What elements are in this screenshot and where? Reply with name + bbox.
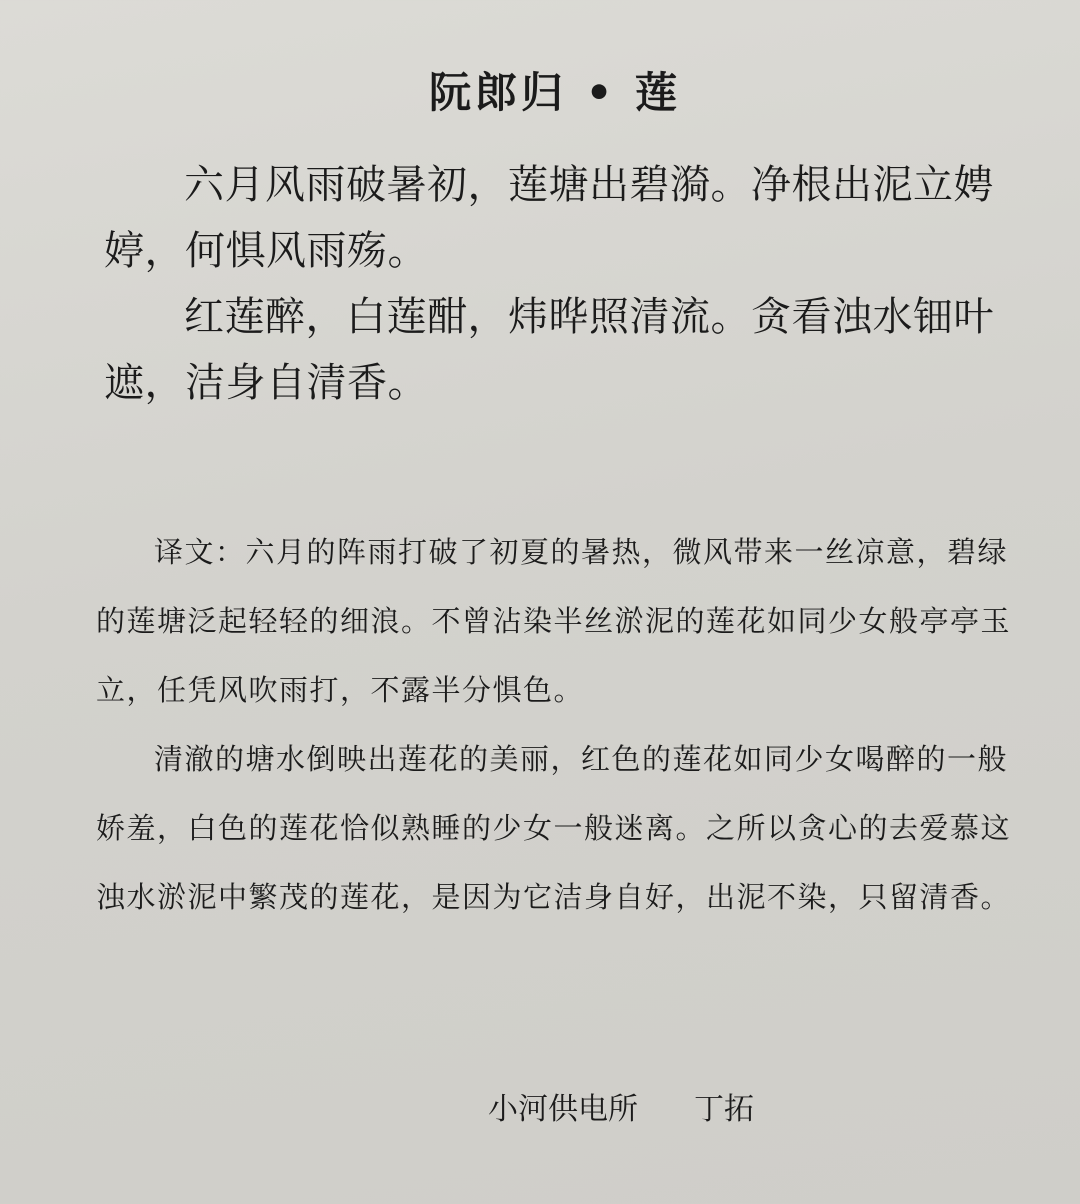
translation-paragraph-2: 清澈的塘水倒映出莲花的美丽，红色的莲花如同少女喝醉的一般娇羞，白色的莲花恰似熟睡的少女一般迷离。之所以贪心的去爱慕这浊水淤泥中繁茂的莲花，是因为它洁身自好，出泥不染，只留清香。 xyxy=(96,742,1012,914)
signature-author: 丁拓 xyxy=(694,1092,754,1127)
poem-stanza-2: 红莲醉，白莲酣，炜晔照清流。贪看浊水钿叶遮，洁身自清香。 xyxy=(104,294,994,406)
poem-body xyxy=(104,152,1004,416)
poem-stanza-1: 六月风雨破暑初，莲塘出碧漪。净根出泥立娉婷，何惧风雨殇。 xyxy=(104,162,994,274)
translation-paragraph-1: 译文：六月的阵雨打破了初夏的暑热，微风带来一丝凉意，碧绿的莲塘泛起轻轻的细浪。不曾沾染半丝淤泥的莲花如同少女般亭亭玉立，任凭风吹雨打，不露半分惧色。 xyxy=(96,535,1012,707)
poem-title: 阮郎归 • 莲 xyxy=(428,68,682,117)
signature xyxy=(488,1084,754,1128)
signature-organization: 小河供电所 xyxy=(488,1092,638,1127)
translation-body xyxy=(96,518,1018,932)
